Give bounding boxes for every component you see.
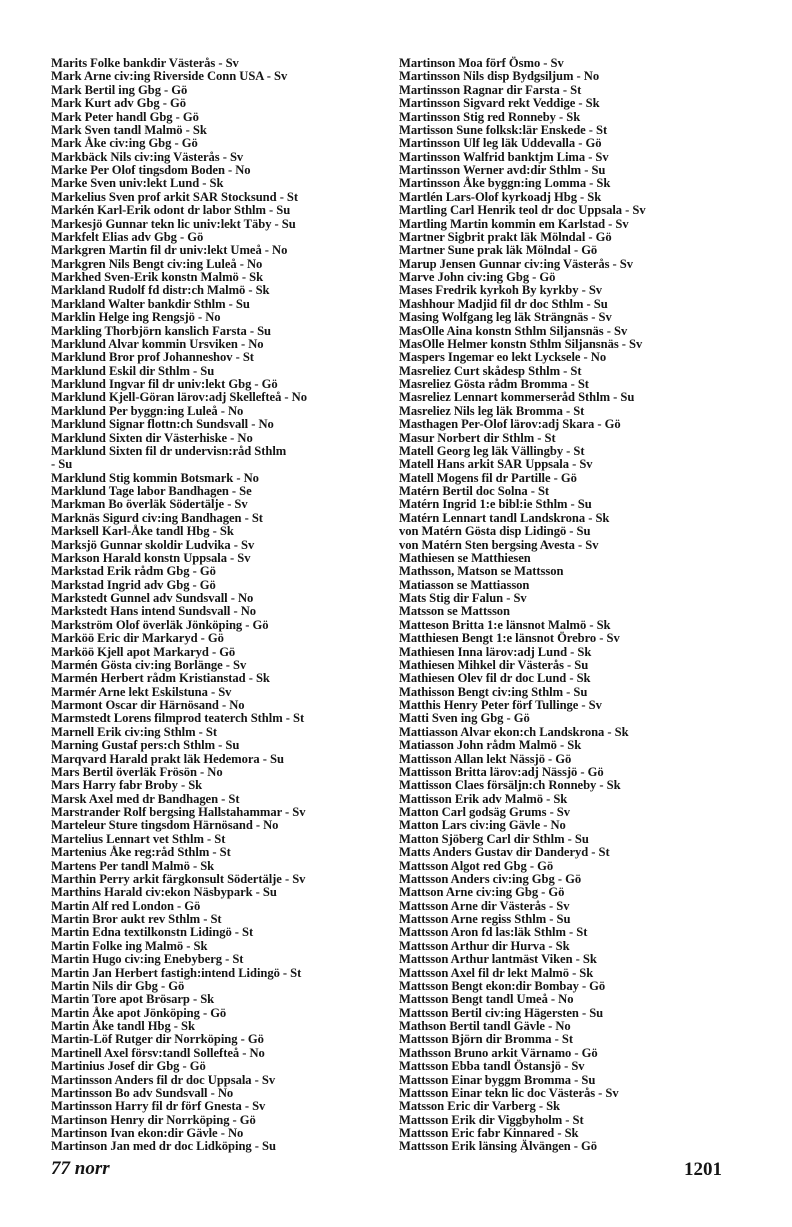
directory-entry: Marköö Kjell apot Markaryd - Gö <box>51 644 236 659</box>
directory-entry: Mattsson Eric fabr Kinnared - Sk <box>399 1126 579 1140</box>
directory-entry: Mark Kurt adv Gbg - Gö <box>51 96 186 111</box>
directory-entry: Martner Sigbrit prakt läk Mölndal - Gö <box>399 229 612 244</box>
directory-entry: Mattsson Erik länsing Älvängen - Gö <box>399 1139 598 1154</box>
directory-entry: Martisson Sune folksk:lär Enskede - St <box>399 122 608 137</box>
directory-entry: Marköö Eric dir Markaryd - Gö <box>51 631 224 646</box>
directory-entry: Marklund Ingvar fil dr univ:lekt Gbg - Gö <box>51 377 278 391</box>
directory-entry: Mark Bertil ing Gbg - Gö <box>51 82 188 97</box>
directory-entry: Martin Hugo civ:ing Enebyberg - St <box>51 952 244 967</box>
directory-entry: Mars Bertil överläk Frösön - No <box>51 764 223 779</box>
directory-entry: Marklund Eskil dir Sthlm - Su <box>51 363 215 378</box>
directory-entry: Mars Harry fabr Broby - Sk <box>51 778 203 793</box>
directory-entry: Marknäs Sigurd civ:ing Bandhagen - St <box>51 510 263 525</box>
directory-entry: Matthis Henry Peter förf Tullinge - Sv <box>399 698 602 712</box>
directory-entry: Martinsson Harry fil dr förf Gnesta - Sv <box>51 1099 266 1114</box>
directory-entry: Matérn Lennart tandl Landskrona - Sk <box>399 510 610 525</box>
directory-entry: Martin Bror aukt rev Sthlm - St <box>51 912 222 926</box>
directory-entry: Mark Peter handl Gbg - Gö <box>51 109 199 124</box>
directory-entry: Mattisson Britta lärov:adj Nässjö - Gö <box>399 764 604 779</box>
directory-entry: Martin Jan Herbert fastigh:intend Lidingö - St <box>51 965 302 980</box>
directory-entry: Markling Thorbjörn kanslich Farsta - Su <box>51 323 271 338</box>
directory-entry: Marklund Kjell-Göran lärov:adj Skellefteå - No <box>51 390 307 405</box>
directory-entry: Martling Martin kommin em Karlstad - Sv <box>399 216 629 231</box>
directory-entry: Mattsson Bengt tandl Umeå - No <box>399 992 574 1007</box>
directory-entry: Martin Edna textilkonstn Lidingö - St <box>51 925 254 940</box>
directory-entry: Matsson se Mattsson <box>399 604 510 619</box>
directory-entry: Mattsson Erik dir Viggbyholm - St <box>399 1112 584 1127</box>
directory-entry: Mattisson Erik adv Malmö - Sk <box>399 791 568 806</box>
directory-entry: Marmér Arne lekt Eskilstuna - Sv <box>51 684 232 699</box>
directory-entry: Matiasson se Mattiasson <box>399 577 530 592</box>
directory-entry: Marmont Oscar dir Härnösand - No <box>51 698 245 712</box>
directory-entry: Matell Mogens fil dr Partille - Gö <box>399 470 577 485</box>
directory-entry: Martin-Löf Rutger dir Norrköping - Gö <box>51 1032 264 1047</box>
directory-entry: Marits Folke bankdir Västerås - Sv <box>51 56 239 70</box>
directory-entry: Marsk Axel med dr Bandhagen - St <box>51 791 240 806</box>
directory-entry: Mattsson Arne dir Västerås - Sv <box>399 898 570 913</box>
directory-entry: Martinsson Walfrid banktjm Lima - Sv <box>399 149 609 164</box>
directory-entry: Martinell Axel försv:tandl Sollefteå - No <box>51 1045 265 1060</box>
directory-entry: Martinsson Bo adv Sundsvall - No <box>51 1085 234 1100</box>
directory-entry: Markbäck Nils civ:ing Västerås - Sv <box>51 149 244 164</box>
directory-entry: Martinsson Sigvard rekt Veddige - Sk <box>399 96 600 111</box>
directory-entry: Mattsson Axel fil dr lekt Malmö - Sk <box>399 965 594 980</box>
directory-entry: Martinsson Ulf leg läk Uddevalla - Gö <box>399 136 602 151</box>
directory-entry: Marksjö Gunnar skoldir Ludvika - Sv <box>51 537 255 552</box>
directory-entry: Marke Per Olof tingsdom Boden - No <box>51 163 251 177</box>
directory-entry: Martenius Åke reg:råd Sthlm - St <box>51 845 231 860</box>
directory-entry: Marklund Signar flottn:ch Sundsvall - No <box>51 417 274 432</box>
directory-entry: Martinson Ivan ekon:dir Gävle - No <box>51 1126 244 1140</box>
directory-entry: Masur Norbert dir Sthlm - St <box>399 430 556 445</box>
directory-entry: Mathisson Bengt civ:ing Sthlm - Su <box>399 684 588 699</box>
directory-entry: Markman Bo överläk Södertälje - Sv <box>51 497 248 512</box>
directory-entry: Matell Hans arkit SAR Uppsala - Sv <box>399 457 593 472</box>
directory-entry: Markfelt Elias adv Gbg - Gö <box>51 229 204 244</box>
directory-entry: Mats Stig dir Falun - Sv <box>399 591 527 605</box>
directory-entry: Mattisson Allan lekt Nässjö - Gö <box>399 751 572 766</box>
directory-entry: Marning Gustaf pers:ch Sthlm - Su <box>51 738 240 753</box>
directory-entry: Markström Olof överläk Jönköping - Gö <box>51 617 269 632</box>
directory-entry: Martlén Lars-Olof kyrkoadj Hbg - Sk <box>399 189 602 204</box>
directory-entry: MasOlle Aina konstn Sthlm Siljansnäs - Sv <box>399 323 628 338</box>
directory-entry: Martinsson Ragnar dir Farsta - St <box>399 82 582 97</box>
directory-entry: Mark Åke civ:ing Gbg - Gö <box>51 136 198 151</box>
directory-entry: Mathiesen Olev fil dr doc Lund - Sk <box>399 671 591 686</box>
footer-section-label: 77 norr <box>51 1158 110 1179</box>
directory-entry: Masreliez Lennart kommerseråd Sthlm - Su <box>399 390 635 405</box>
directory-entry: Mattiasson Alvar ekon:ch Landskrona - Sk <box>399 724 629 739</box>
directory-entry: Martin Åke apot Jönköping - Gö <box>51 1005 227 1020</box>
directory-entry: Matti Sven ing Gbg - Gö <box>399 711 530 726</box>
directory-entry: Markén Karl-Erik odont dr labor Sthlm - Su <box>51 203 291 218</box>
directory-entry: Mattsson Björn dir Bromma - St <box>399 1032 573 1047</box>
directory-entry: Martin Åke tandl Hbg - Sk <box>51 1019 195 1033</box>
directory-entry: Martin Folke ing Malmö - Sk <box>51 938 208 953</box>
directory-entry: - Su <box>51 457 73 472</box>
directory-entry: Markson Harald konstn Uppsala - Sv <box>51 550 251 565</box>
directory-entry: Matthiesen Bengt 1:e länsnot Örebro - Sv <box>399 631 620 646</box>
directory-entry: Marklund Per byggn:ing Luleå - No <box>51 403 244 418</box>
directory-entry: Marteleur Sture tingsdom Härnösand - No <box>51 818 279 833</box>
directory-entry: Marke Sven univ:lekt Lund - Sk <box>51 176 224 191</box>
directory-entry: Marthin Perry arkit färgkonsult Södertälje - Sv <box>51 871 306 886</box>
left-column <box>51 57 396 1154</box>
directory-entry: Mathsson Bruno arkit Värnamo - Gö <box>399 1045 598 1060</box>
directory-entry: Martin Alf red London - Gö <box>51 898 201 913</box>
directory-entry: Markland Rudolf fd distr:ch Malmö - Sk <box>51 283 270 298</box>
directory-entry: Mattsson Algot red Gbg - Gö <box>399 858 554 873</box>
directory-entry: Matérn Ingrid 1:e bibl:ie Sthlm - Su <box>399 497 592 512</box>
directory-entry: Martens Per tandl Malmö - Sk <box>51 858 215 873</box>
directory-entry: Mattsson Bertil civ:ing Hägersten - Su <box>399 1005 604 1020</box>
directory-entry: Martinsson Åke byggn:ing Lomma - Sk <box>399 176 611 191</box>
directory-entry: MasOlle Helmer konstn Sthlm Siljansnäs - Sv <box>399 336 643 351</box>
directory-entry: von Matérn Gösta disp Lidingö - Su <box>399 524 591 539</box>
directory-entry: Markstedt Hans intend Sundsvall - No <box>51 604 256 619</box>
directory-entry: Mattsson Bengt ekon:dir Bombay - Gö <box>399 978 606 993</box>
directory-entry: Markesjö Gunnar tekn lic univ:lekt Täby - Su <box>51 216 296 231</box>
directory-entry: Markstad Ingrid adv Gbg - Gö <box>51 577 216 592</box>
directory-entry: Mattsson Einar tekn lic doc Västerås - Sv <box>399 1085 619 1100</box>
directory-entry: Marmén Gösta civ:ing Borlänge - Sv <box>51 657 247 672</box>
directory-entry: Martner Sune prak läk Mölndal - Gö <box>399 243 598 258</box>
directory-entry: von Matérn Sten bergsing Avesta - Sv <box>399 537 599 552</box>
directory-entry: Marmén Herbert rådm Kristianstad - Sk <box>51 671 270 686</box>
directory-entry: Markstedt Gunnel adv Sundsvall - No <box>51 591 254 605</box>
directory-entry: Mathiesen Inna lärov:adj Lund - Sk <box>399 644 592 659</box>
directory-entry: Mathiesen Mihkel dir Västerås - Su <box>399 657 589 672</box>
directory-entry: Matiasson John rådm Malmö - Sk <box>399 738 582 753</box>
directory-entry: Mattsson Arthur lantmäst Viken - Sk <box>399 952 597 967</box>
directory-entry: Marup Jensen Gunnar civ:ing Västerås - Sv <box>399 256 633 271</box>
directory-entry: Mashhour Madjid fil dr doc Sthlm - Su <box>399 296 608 311</box>
directory-entry: Markgren Martin fil dr univ:lekt Umeå - No <box>51 243 288 258</box>
right-column <box>399 57 719 1154</box>
directory-entry: Mattsson Arne regiss Sthlm - Su <box>399 912 571 926</box>
directory-entry: Marksell Karl-Åke tandl Hbg - Sk <box>51 524 234 539</box>
directory-entry: Martelius Lennart vet Sthlm - St <box>51 831 226 846</box>
directory-entry: Marklund Alvar kommin Ursviken - No <box>51 336 264 351</box>
directory-entry: Matton Carl godsäg Grums - Sv <box>399 805 571 819</box>
directory-entry: Mattson Arne civ:ing Gbg - Gö <box>399 885 565 900</box>
directory-entry: Matell Georg leg läk Vällingby - St <box>399 443 585 458</box>
directory-entry: Marqvard Harald prakt läk Hedemora - Su <box>51 751 284 766</box>
directory-entry: Marklund Bror prof Johanneshov - St <box>51 350 254 365</box>
directory-entry: Mark Arne civ:ing Riverside Conn USA - Sv <box>51 69 288 84</box>
directory-entry: Masreliez Gösta rådm Bromma - St <box>399 377 589 391</box>
directory-entry: Masreliez Nils leg läk Bromma - St <box>399 403 585 418</box>
directory-entry: Marstrander Rolf bergsing Hallstahammar - Sv <box>51 805 306 819</box>
directory-entry: Mark Sven tandl Malmö - Sk <box>51 122 207 137</box>
directory-entry: Mattsson Ebba tandl Östansjö - Sv <box>399 1059 585 1074</box>
directory-entry: Martling Carl Henrik teol dr doc Uppsala - Sv <box>399 203 646 218</box>
directory-entry: Masreliez Curt skådesp Sthlm - St <box>399 363 582 378</box>
directory-entry: Markgren Nils Bengt civ:ing Luleå - No <box>51 256 263 271</box>
directory-entry: Markhed Sven-Erik konstn Malmö - Sk <box>51 270 264 284</box>
directory-entry: Marklund Stig kommin Botsmark - No <box>51 470 259 485</box>
directory-entry: Mattsson Einar byggm Bromma - Su <box>399 1072 596 1087</box>
directory-entry: Mattsson Aron fd las:läk Sthlm - St <box>399 925 588 940</box>
directory-entry: Martinsson Anders fil dr doc Uppsala - Sv <box>51 1072 276 1087</box>
directory-entry: Marklin Helge ing Rengsjö - No <box>51 310 221 325</box>
directory-entry: Marmstedt Lorens filmprod teaterch Sthlm - St <box>51 711 305 726</box>
directory-entry: Martinson Moa förf Ösmo - Sv <box>399 56 564 70</box>
directory-entry: Mattisson Claes försäljn:ch Ronneby - Sk <box>399 778 621 793</box>
directory-entry: Marve John civ:ing Gbg - Gö <box>399 270 556 284</box>
directory-entry: Markelius Sven prof arkit SAR Stocksund - St <box>51 189 299 204</box>
directory-entry: Maspers Ingemar eo lekt Lycksele - No <box>399 350 607 365</box>
directory-entry: Matsson Eric dir Varberg - Sk <box>399 1099 560 1114</box>
directory-entry: Matton Lars civ:ing Gävle - No <box>399 818 566 833</box>
directory-entry: Markstad Erik rådm Gbg - Gö <box>51 564 216 579</box>
directory-entry: Masthagen Per-Olof lärov:adj Skara - Gö <box>399 417 621 432</box>
directory-entry: Markland Walter bankdir Sthlm - Su <box>51 296 250 311</box>
directory-entry: Mattsson Anders civ:ing Gbg - Gö <box>399 871 582 886</box>
directory-entry: Martinsson Werner avd:dir Sthlm - Su <box>399 163 606 177</box>
directory-entry: Martinius Josef dir Gbg - Gö <box>51 1059 206 1074</box>
directory-entry: Martinsson Nils disp Bydgsiljum - No <box>399 69 600 84</box>
directory-entry: Martinson Henry dir Norrköping - Gö <box>51 1112 256 1127</box>
directory-entry: Mathsson, Matson se Mattsson <box>399 564 564 579</box>
directory-entry: Martinsson Stig red Ronneby - Sk <box>399 109 581 124</box>
directory-entry: Martin Tore apot Brösarp - Sk <box>51 992 215 1007</box>
directory-entry: Matton Sjöberg Carl dir Sthlm - Su <box>399 831 589 846</box>
directory-entry: Matteson Britta 1:e länsnot Malmö - Sk <box>399 617 611 632</box>
directory-entry: Marthins Harald civ:ekon Näsbypark - Su <box>51 885 277 900</box>
directory-entry: Marklund Sixten dir Västerhiske - No <box>51 430 253 445</box>
directory-entry: Marklund Sixten fil dr undervisn:råd Sthlm <box>51 443 287 458</box>
page-number: 1201 <box>684 1159 722 1180</box>
directory-entry: Mases Fredrik kyrkoh By kyrkby - Sv <box>399 283 603 298</box>
directory-entry: Matts Anders Gustav dir Danderyd - St <box>399 845 610 860</box>
directory-entry: Mathson Bertil tandl Gävle - No <box>399 1019 571 1033</box>
directory-entry: Masing Wolfgang leg läk Strängnäs - Sv <box>399 310 612 325</box>
directory-entry: Marnell Erik civ:ing Sthlm - St <box>51 724 218 739</box>
directory-entry: Marklund Tage labor Bandhagen - Se <box>51 484 252 498</box>
directory-entry: Martinson Jan med dr doc Lidköping - Su <box>51 1139 276 1154</box>
directory-entry: Mattsson Arthur dir Hurva - Sk <box>399 938 570 953</box>
directory-entry: Martin Nils dir Gbg - Gö <box>51 978 185 993</box>
directory-entry: Matérn Bertil doc Solna - St <box>399 484 550 498</box>
directory-entry: Mathiesen se Matthiesen <box>399 550 531 565</box>
